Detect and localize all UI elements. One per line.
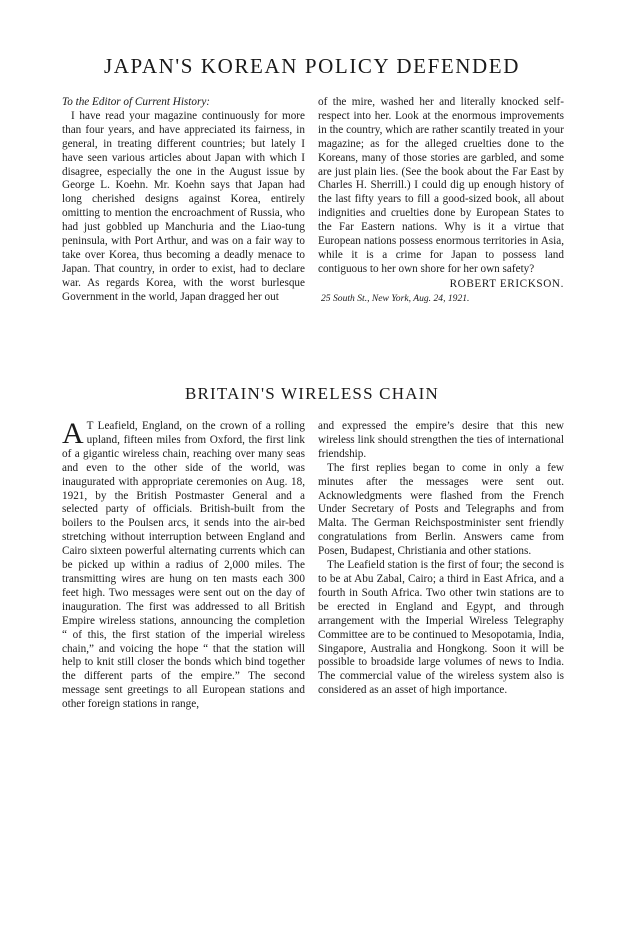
wireless-paragraph-1	[62, 417, 305, 712]
letter-column-1	[62, 96, 305, 305]
letter-address	[321, 292, 564, 306]
letter-salutation: To the Editor of Current History:	[62, 96, 211, 108]
wireless-paragraph-1-text: T Leafield, England, on the crown of a rolling upland, fifteen miles from Oxford, the first link of a gigantic wireless chain, reaching over many seas and even to the other side of the world, was inaugurated with appropriate ceremonies on Aug. 18, 1921, by the British Postmaster General and a selected party of officials. British-built from the boilers to the Poulsen arcs, it sends into the air-bed stretching without interruption between England and Cairo sixteen powerful alternating currents which can be picked up within a radius of 2,000 miles. The transmitting wires are hung on ten masts each 300 feet high. Two messages were sent out on the day of inauguration. The first was addressed to all British Empire wireless stations, announcing the completion “ of this, the first station of the imperial wireless chain,” and voicing the hope “ that the station will help to knit still closer the bonds which bind together the different parts of the empire.” The second message sent greetings to all European stations and other foreign stations in range,	[62, 420, 305, 711]
article-title-japan: JAPAN'S KOREAN POLICY DEFENDED	[103, 54, 520, 78]
drop-cap: A	[62, 417, 84, 450]
letter-column-2	[318, 96, 564, 306]
article-title-wireless: BRITAIN'S WIRELESS CHAIN	[184, 384, 440, 403]
wireless-column-1	[62, 417, 305, 712]
letter-address-street: 25 South St., New York, Aug. 24, 1921.	[321, 292, 470, 304]
wireless-paragraph-3: The Leafield station is the first of four; the second is to be at Abu Zabal, Cairo; a third in East Africa, and a fourth in South Africa. Two other twin stations are to be erected in England and Egypt, and through arrangement with the Imperial Wireless Telegraphy Committee are to be continued to Mesopotamia, India, Singapore, Australia and Hongkong. Soon it will be possible to broadside large volumes of news to India. The commercial value of the wireless system also is considered as an asset of high importance.	[318, 559, 564, 697]
wireless-paragraph-1-continued: and expressed the empire’s desire that this new wireless link should strengthen the ties of international friendship.	[318, 420, 564, 460]
letter-paragraph-1-continued: of the mire, washed her and literally knocked self-respect into her. Look at the enormous improvements in the country, which are rather scantily treated in your magazine; as for the alleged cruelties done to the Koreans, many of those stories are garbled, and some are just plain lies. (See the book about the Far East by Charles H. Sherrill.) I could dig up enough history of the last fifty years to fill a good-sized book, all about indignities and cruelties done by European States to the Far Eastern nations. Why is it a virtue that European nations possess enormous territories in Asia, while it is a crime for Japan to possess land contiguous to her own shore for her own safety?	[318, 96, 564, 275]
letter-paragraph-1: I have read your magazine continuously for more than four years, and have appreciated its fairness, in general, in treating different countries; but lately I have seen various articles about Japan with which I disagree, especially the one in the August issue by George L. Koehn. Mr. Koehn says that Japan had long cherished designs against Korea, entirely omitting to mention the encroachment of Russia, who had just gobbled up Manchuria and the Liao-tung peninsula, with Port Arthur, and was on a fair way to take over Korea, thus becoming a deadly menace to Japan. That country, in order to exist, had to declare war. As regards Korea, with the worst burlesque Government in the world, Japan dragged her out	[62, 109, 305, 303]
wireless-column-2	[318, 420, 564, 698]
wireless-paragraph-2: The first replies began to come in only a few minutes after the messages were sent out. Acknowledgments were flashed from the French Under Secretary of Posts and Telegraphs and from Malta. The German Reichspostminister sent friendly congratulations from Berlin. Answers came from Posen, Budapest, Christiania and other stations.	[318, 461, 564, 558]
letter-signature: ROBERT ERICKSON.	[449, 277, 564, 290]
